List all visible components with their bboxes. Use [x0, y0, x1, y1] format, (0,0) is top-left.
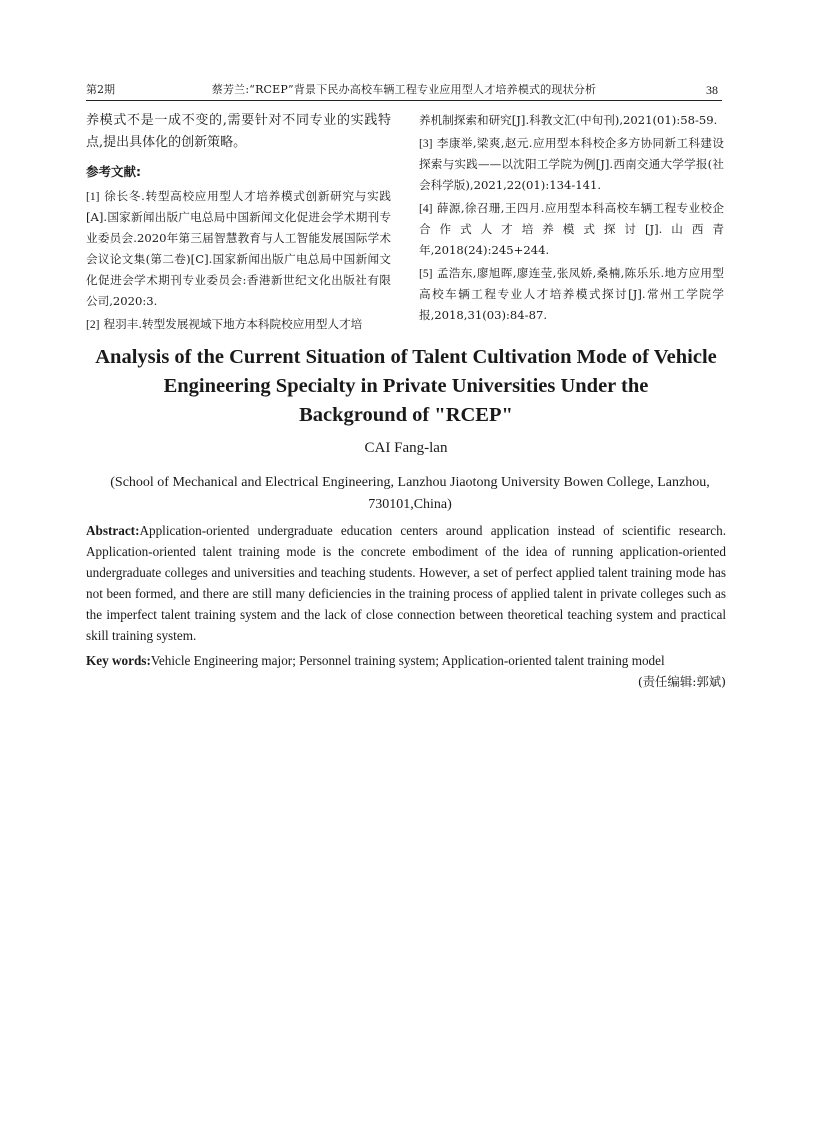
reference-item: [86, 314, 391, 335]
reference-text: 李康举,梁爽,赵元.应用型本科校企多方协同新工科建设探索与实践——以沈阳工学院为例[J].西南交通大学学报(社会科学版),2021,22(01):134-141.: [419, 136, 724, 192]
english-title-line: Engineering Specialty in Private Universities Under the: [163, 375, 649, 397]
abstract-text: Application-oriented undergraduate education centers around application instead of scientific research. Application-oriented talent training mode is the concrete embodiment of the idea of running application-oriented undergraduate colleges and universities and teaching students. However, a set of perfect applied talent training mode has not been formed, and there are still many deficiencies in the training process of applied talent in private colleges such as the imperfect talent training system and the lack of close connection between theoretical teaching system and practical skill training system.: [86, 523, 726, 643]
english-title-line: Background of "RCEP": [299, 404, 513, 426]
author-affiliation: (School of Mechanical and Electrical Engineering, Lanzhou Jiaotong University Bowen College, Lanzhou, 730101,China): [110, 475, 710, 512]
author-name: CAI Fang-lan: [364, 440, 448, 456]
reference-text: 程羽丰.转型发展视域下地方本科院校应用型人才培: [103, 317, 363, 331]
reference-number: [4]: [419, 202, 433, 215]
reference-item: [86, 186, 391, 312]
english-title: [86, 343, 726, 429]
reference-item: [419, 263, 724, 326]
reference-item: [419, 133, 724, 196]
keywords-label: Key words:: [86, 653, 151, 668]
reference-number: [2]: [86, 318, 100, 331]
left-column: [86, 110, 391, 337]
reference-text: 孟浩东,廖旭晖,廖连莹,张凤娇,桑楠,陈乐乐.地方应用型高校车辆工程专业人才培养模式探讨[J].常州工学院学报,2018,31(03):84-87.: [419, 266, 724, 322]
english-keywords: [86, 650, 726, 671]
reference-number: [1]: [86, 190, 100, 203]
page-number: 38: [706, 83, 718, 97]
reference-text: 薛源,徐召珊,王四月.应用型本科高校车辆工程专业校企合作式人才培养模式探讨[J].山西青年,2018(24):245+244.: [419, 201, 724, 257]
reference-number: [3]: [419, 137, 433, 150]
abstract-label: Abstract:: [86, 523, 140, 538]
reference-item: [419, 198, 724, 261]
references-heading: 参考文献:: [86, 164, 141, 179]
running-header: [86, 80, 722, 101]
editor-note: (责任编辑:郭斌): [637, 674, 726, 689]
body-paragraph: 养模式不是一成不变的,需要针对不同专业的实践特点,提出具体化的创新策略。: [86, 113, 391, 150]
reference-text: 徐长冬.转型高校应用型人才培养模式创新研究与实践[A].国家新闻出版广电总局中国新闻文化促进会学术期刊专业委员会.2020年第三届智慧教育与人工智能发展国际学术会议论文集(第二卷)[C].国家新闻出版广电总局中国新闻文化促进会学术期刊专业委员会:香港新世纪文化出版社有限公司,2020:3.: [86, 189, 391, 308]
english-abstract: [86, 520, 726, 646]
english-title-line: Analysis of the Current Situation of Talent Cultivation Mode of Vehicle: [95, 346, 717, 368]
keywords-text: Vehicle Engineering major; Personnel training system; Application-oriented talent training model: [150, 653, 665, 668]
issue-label: 第2期: [86, 83, 115, 96]
right-column: [419, 110, 724, 328]
reference-continuation: 养机制探索和研究[J].科教文汇(中旬刊),2021(01):58-59.: [419, 113, 718, 127]
running-title: 蔡芳兰:“RCEP”背景下民办高校车辆工程专业应用型人才培养模式的现状分析: [211, 83, 597, 96]
reference-number: [5]: [419, 267, 433, 280]
